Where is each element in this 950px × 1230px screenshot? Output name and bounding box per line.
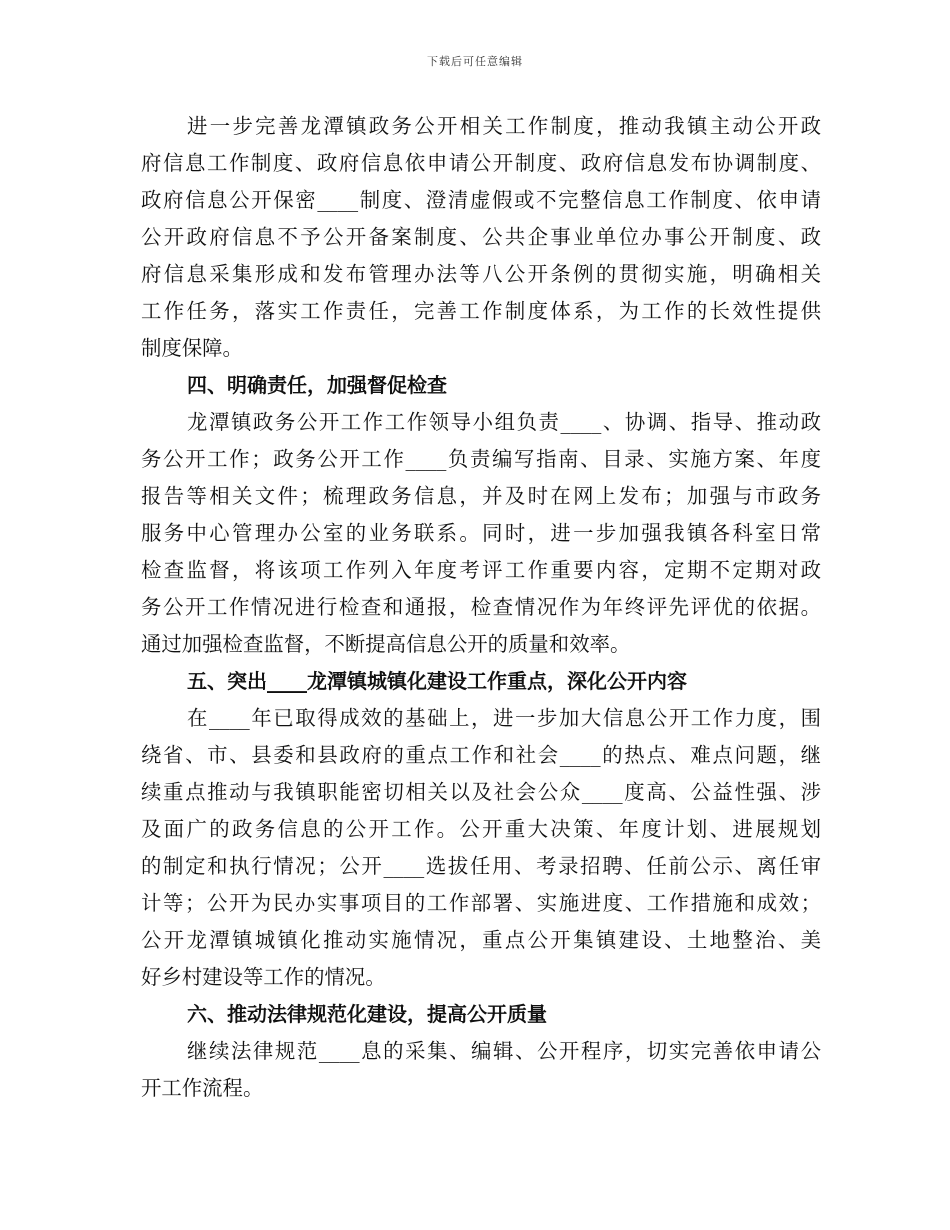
page-header: 下载后可任意编辑	[427, 55, 523, 68]
paragraph-line: 府信息工作制度、政府信息依申请公开制度、政府信息发布协调制度、	[141, 151, 821, 175]
paragraph-line: 继续法律规范____息的采集、编辑、公开程序，切实完善依申请公	[187, 1039, 821, 1063]
paragraph-line: 检查监督，将该项工作列入年度考评工作重要内容，定期不定期对政	[141, 558, 821, 582]
paragraph-line: 报告等相关文件；梳理政务信息，并及时在网上发布；加强与市政务	[141, 484, 821, 508]
section-heading: 五、突出____龙潭镇城镇化建设工作重点，深化公开内容	[187, 669, 687, 693]
paragraph-line: 绕省、市、县委和县政府的重点工作和社会____的热点、难点问题，继	[141, 743, 821, 767]
paragraph-line: 计等；公开为民办实事项目的工作部署、实施进度、工作措施和成效；	[141, 891, 821, 915]
paragraph-line: 务公开工作；政务公开工作____负责编写指南、目录、实施方案、年度	[141, 447, 821, 471]
paragraph-line: 开工作流程。	[141, 1076, 264, 1100]
section-heading: 六、推动法律规范化建设，提高公开质量	[187, 1002, 547, 1026]
paragraph-line: 进一步完善龙潭镇政务公开相关工作制度，推动我镇主动公开政	[187, 114, 821, 138]
paragraph-line: 通过加强检查监督，不断提高信息公开的质量和效率。	[141, 632, 631, 656]
document-body	[141, 108, 821, 1107]
paragraph-line: 续重点推动与我镇职能密切相关以及社会公众____度高、公益性强、涉	[141, 780, 821, 804]
paragraph-line: 府信息采集形成和发布管理办法等八公开条例的贯彻实施，明确相关	[141, 262, 821, 286]
paragraph-line: 公开政府信息不予公开备案制度、公共企事业单位办事公开制度、政	[141, 225, 821, 249]
paragraph-line: 及面广的政务信息的公开工作。公开重大决策、年度计划、进展规划	[141, 817, 821, 841]
paragraph-line: 制度保障。	[141, 336, 243, 360]
paragraph-line: 的制定和执行情况；公开____选拔任用、考录招聘、任前公示、离任审	[141, 854, 821, 878]
section-heading: 四、明确责任，加强督促检查	[187, 373, 447, 397]
paragraph-line: 务公开工作情况进行检查和通报，检查情况作为年终评先评优的依据。	[141, 595, 821, 619]
paragraph-line: 公开龙潭镇城镇化推动实施情况，重点公开集镇建设、土地整治、美	[141, 928, 821, 952]
paragraph-line: 服务中心管理办公室的业务联系。同时，进一步加强我镇各科室日常	[141, 521, 821, 545]
paragraph-line: 政府信息公开保密____制度、澄清虚假或不完整信息工作制度、依申请	[141, 188, 821, 212]
paragraph-line: 好乡村建设等工作的情况。	[141, 965, 386, 989]
paragraph-line: 在____年已取得成效的基础上，进一步加大信息公开工作力度，围	[187, 706, 821, 730]
paragraph-line: 工作任务，落实工作责任，完善工作制度体系，为工作的长效性提供	[141, 299, 821, 323]
paragraph-line: 龙潭镇政务公开工作工作领导小组负责____、协调、指导、推动政	[187, 410, 821, 434]
